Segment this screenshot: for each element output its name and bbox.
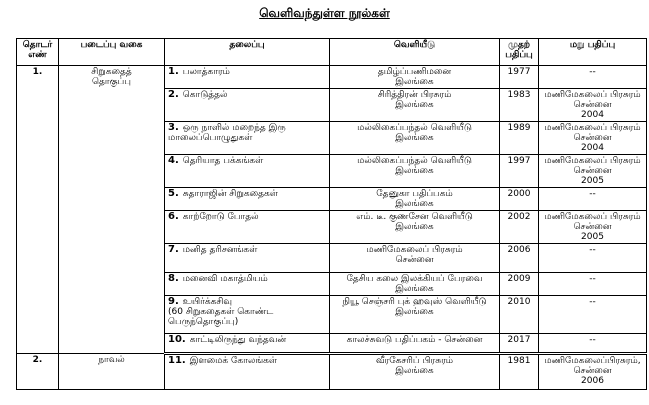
book-reprint: மணிமேகலைப்பிரசுரம், சென்னை 2006 [539, 354, 647, 390]
book-publisher: நியூ செஞ்சரி புக் ஹவுஸ் வெளியீடு இலங்கை [330, 296, 500, 334]
book-number: 3. [168, 122, 179, 133]
book-year: 1989 [500, 122, 539, 155]
book-year: 2000 [500, 188, 539, 211]
book-number: 11. [168, 355, 186, 366]
book-year: 2009 [500, 273, 539, 296]
group-genre: நாவல் [59, 354, 165, 390]
page-title: வெளிவந்துள்ள நூல்கள் [259, 6, 390, 20]
book-title: சுதாராஜின் சிறுகதைகள் [182, 189, 278, 199]
book-publisher: வீரகேசரிப் பிரசுரம் இலங்கை [330, 354, 500, 390]
book-number: 4. [168, 155, 179, 166]
book-reprint: மணிமேகலைப் பிரசுரம் சென்னை 2005 [539, 155, 647, 188]
book-year: 1997 [500, 155, 539, 188]
header-row [17, 39, 647, 66]
group-serial: 1. [17, 66, 59, 354]
book-number: 8. [168, 273, 179, 284]
book-title: காற்றோடு போதல் [182, 212, 259, 222]
book-title: ஒரு நாளில் மறைந்த இரு மாலைப்பொழுதுகள் [168, 123, 286, 143]
col-header-publisher: வெளியீடு [330, 39, 500, 66]
book-year: 1977 [500, 66, 539, 89]
book-reprint: -- [539, 334, 647, 354]
table-row [17, 66, 647, 89]
book-publisher: தேசிய கலை இலக்கியப் பேரவை இலங்கை [330, 273, 500, 296]
book-year: 2010 [500, 296, 539, 334]
book-number: 7. [168, 244, 179, 255]
book-reprint: -- [539, 296, 647, 334]
book-reprint: -- [539, 188, 647, 211]
col-header-serial: தொடர் எண் [17, 39, 59, 66]
book-publisher: தேனுகா பதிப்பகம் இலங்கை [330, 188, 500, 211]
book-year: 1981 [500, 354, 539, 390]
book-year: 2006 [500, 244, 539, 273]
book-year: 2002 [500, 211, 539, 244]
book-title: மனித தரிசனங்கள் [182, 245, 258, 255]
col-header-title: தலைப்பு [165, 39, 330, 66]
book-number: 10. [168, 334, 186, 345]
book-year: 1983 [500, 89, 539, 122]
table-row [17, 354, 647, 390]
book-title: இளமைக் கோலங்கள் [189, 356, 278, 366]
col-header-reprint: மறு பதிப்பு [539, 39, 647, 66]
group-genre: சிறுகதைத் தொகுப்பு [59, 66, 165, 354]
book-number: 1. [168, 66, 179, 77]
book-publisher: எம். டீ. குணசேன வெளியீடு இலங்கை [330, 211, 500, 244]
book-number: 9. [168, 296, 179, 307]
books-table [16, 38, 647, 390]
group-serial: 2. [17, 354, 59, 390]
book-number: 6. [168, 211, 179, 222]
book-number: 2. [168, 89, 179, 100]
book-year: 2017 [500, 334, 539, 354]
book-publisher: சிரித்திரன் பிரசுரம் இலங்கை [330, 89, 500, 122]
book-title: மனைவி மகாத்மியம் [182, 274, 268, 284]
book-publisher: மல்லிகைப்பந்தல் வெளியீடு இலங்கை [330, 122, 500, 155]
book-title: கொடுத்தல் [182, 90, 228, 100]
col-header-genre: படைப்பு வகை [59, 39, 165, 66]
book-reprint: மணிமேகலைப் பிரசுரம் சென்னை 2004 [539, 122, 647, 155]
book-reprint: மணிமேகலைப் பிரசுரம் சென்னை 2005 [539, 211, 647, 244]
book-number: 5. [168, 188, 179, 199]
book-title: தெரியாத பக்கங்கள் [182, 156, 264, 166]
book-title: பலாத்காரம் [182, 67, 230, 77]
col-header-first-edition: முதற் பதிப்பு [500, 39, 539, 66]
book-publisher: காலச்சுவடு பதிப்பகம் - சென்னை [330, 334, 500, 354]
book-reprint: மணிமேகலைப் பிரசுரம் சென்னை 2004 [539, 89, 647, 122]
book-publisher: தமிழ்ப்பணிமனை இலங்கை [330, 66, 500, 89]
book-publisher: மல்லிகைப்பந்தல் வெளியீடு இலங்கை [330, 155, 500, 188]
book-publisher: மணிமேகலைப் பிரசுரம் சென்னை [330, 244, 500, 273]
book-title: காட்டிலிருந்து வந்தவன் [189, 335, 287, 345]
book-title: உயிர்க்கசிவு (60 சிறுகதைகள் கொண்ட பெருந்தொகுப்பு) [168, 297, 274, 327]
book-reprint: -- [539, 66, 647, 89]
book-reprint: -- [539, 244, 647, 273]
book-reprint: -- [539, 273, 647, 296]
